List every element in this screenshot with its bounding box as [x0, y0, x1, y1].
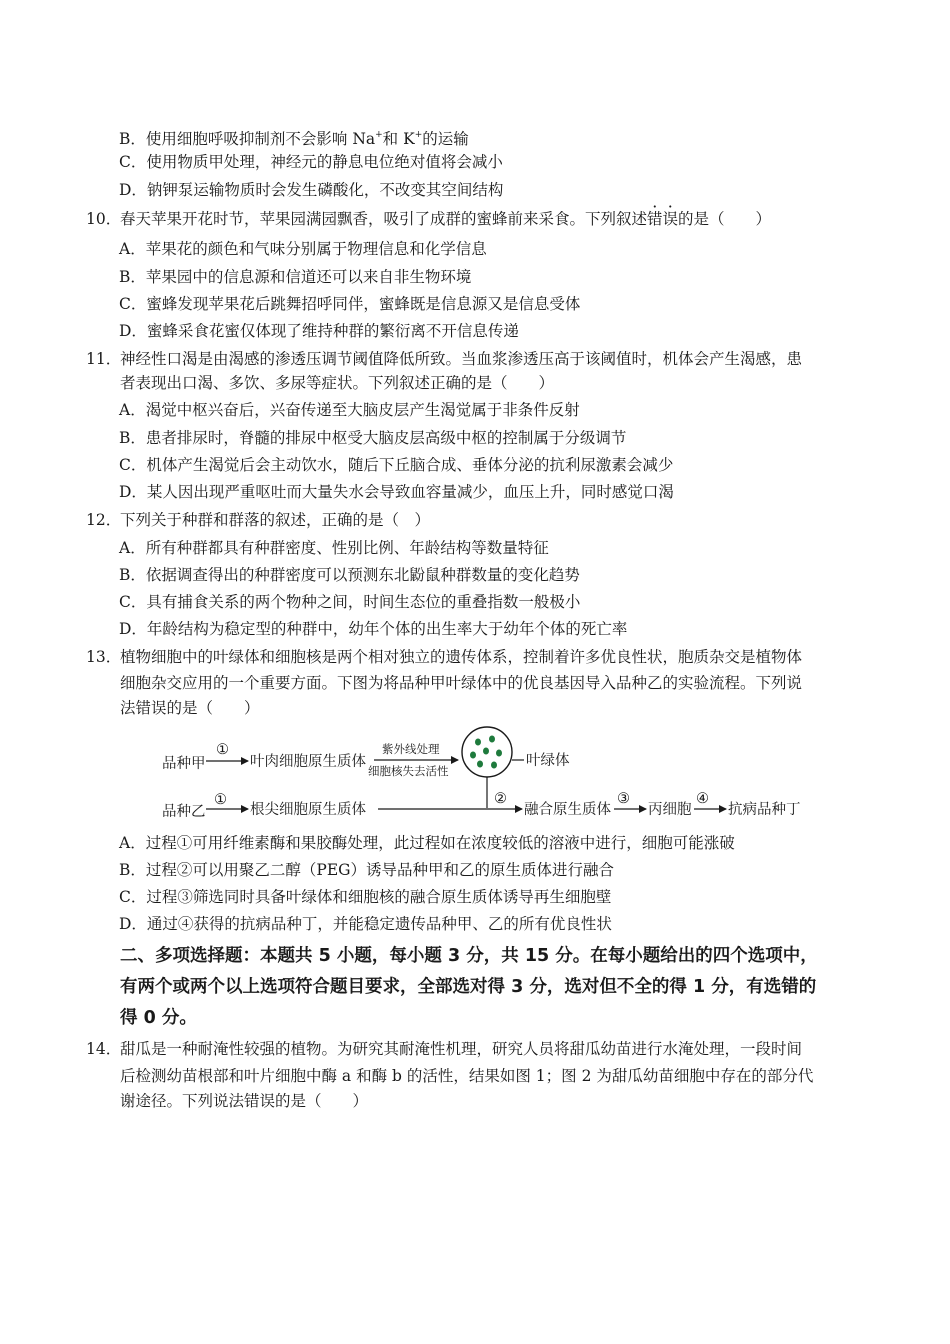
section2-heading-line3: 得 0 分。	[120, 1008, 197, 1028]
q11-stem-line2: 者表现出口渴、多饮、多尿等症状。下列叙述正确的是（ ）	[120, 374, 555, 392]
mesophyll-protoplast-label: 叶肉细胞原生质体	[250, 754, 366, 770]
variety-b-label: 品种乙	[162, 804, 206, 820]
q13-stem-line3: 法错误的是（ ）	[120, 699, 260, 717]
q9-option-b: B．使用细胞呼吸抑制剂不会影响 Na+和 K+的运输	[119, 130, 469, 148]
q13-option-c: C．过程③筛选同时具备叶绿体和细胞核的融合原生质体诱导再生细胞壁	[119, 888, 612, 906]
step2-label: ②	[494, 791, 507, 807]
q13-option-d: D．通过④获得的抗病品种丁，并能稳定遗传品种甲、乙的所有优良性状	[119, 915, 612, 933]
step1-top-label: ①	[216, 742, 229, 758]
q11-option-b: B．患者排尿时，脊髓的排尿中枢受大脑皮层高级中枢的控制属于分级调节	[119, 429, 627, 447]
q13-number: 13．	[86, 648, 122, 666]
q12-stem: 下列关于种群和群落的叙述，正确的是（ ）	[120, 511, 431, 529]
q10-option-d: D．蜜蜂采食花蜜仅体现了维持种群的繁衍离不开信息传递	[119, 322, 519, 340]
q12-number: 12．	[86, 511, 122, 529]
step1-bottom-label: ①	[214, 792, 227, 808]
q9-option-c: C．使用物质甲处理，神经元的静息电位绝对值将会减小	[119, 153, 503, 171]
q12-option-a: A．所有种群都具有种群密度、性别比例、年龄结构等数量特征	[119, 539, 549, 557]
q14-stem-line2: 后检测幼苗根部和叶片细胞中酶 a 和酶 b 的活性，结果如图 1；图 2 为甜瓜幼苗细胞中存在的部分代	[120, 1067, 814, 1085]
cell-c-label: 丙细胞	[648, 802, 692, 818]
variety-a-label: 品种甲	[162, 756, 206, 772]
resistant-variety-label: 抗病品种丁	[728, 802, 801, 818]
q10-number: 10．	[86, 210, 122, 228]
q12-option-d: D．年龄结构为稳定型的种群中，幼年个体的出生率大于幼年个体的死亡率	[119, 620, 628, 638]
q14-number: 14．	[86, 1040, 122, 1058]
q11-stem-line1: 神经性口渴是由渴感的渗透压调节阈值降低所致。当血浆渗透压高于该阈值时，机体会产生渴感，患	[120, 350, 803, 368]
chloroplast-dot	[483, 748, 489, 755]
q13-stem-line2: 细胞杂交应用的一个重要方面。下图为将品种甲叶绿体中的优良基因导入品种乙的实验流程。下列说	[120, 674, 803, 692]
q9-option-d: D．钠钾泵运输物质时会发生磷酸化，不改变其空间结构	[119, 181, 504, 199]
step3-label: ③	[617, 791, 630, 807]
protoplast-fusion-flowchart	[150, 722, 830, 828]
q10-option-a: A．苹果花的颜色和气味分别属于物理信息和化学信息	[119, 240, 487, 258]
q10-stem: 春天苹果开花时节，苹果园满园飘香，吸引了成群的蜜蜂前来采食。下列叙述错误的是（ ）	[120, 210, 772, 228]
chloroplast-dot	[491, 762, 497, 769]
q13-option-a: A．过程①可用纤维素酶和果胶酶处理，此过程如在浓度较低的溶液中进行，细胞可能涨破	[119, 834, 735, 852]
q14-stem-line3: 谢途径。下列说法错误的是（ ）	[120, 1092, 369, 1110]
q11-option-c: C．机体产生渴觉后会主动饮水，随后下丘脑合成、垂体分泌的抗利尿激素会减少	[119, 456, 674, 474]
q11-number: 11．	[86, 350, 122, 368]
section2-heading-line1: 二、多项选择题：本题共 5 小题，每小题 3 分，共 15 分。在每小题给出的四个选项中，	[120, 946, 818, 966]
q10-option-c: C．蜜蜂发现苹果花后跳舞招呼同伴，蜜蜂既是信息源又是信息受体	[119, 295, 581, 313]
chloroplast-dot	[496, 750, 502, 757]
chloroplast-dot	[470, 752, 476, 759]
nucleus-inactive-label: 细胞核失去活性	[368, 764, 449, 778]
q11-option-a: A．渴觉中枢兴奋后，兴奋传递至大脑皮层产生渴觉属于非条件反射	[119, 401, 580, 419]
q14-stem-line1: 甜瓜是一种耐淹性较强的植物。为研究其耐淹性机理，研究人员将甜瓜幼苗进行水淹处理，一段时间	[120, 1040, 803, 1058]
uv-treatment-label: 紫外线处理	[382, 742, 440, 756]
chloroplast-label: 叶绿体	[526, 753, 570, 769]
chloroplast-dot	[489, 736, 495, 743]
q12-option-c: C．具有捕食关系的两个物种之间，时间生态位的重叠指数一般极小	[119, 593, 581, 611]
q13-stem-line1: 植物细胞中的叶绿体和细胞核是两个相对独立的遗传体系，控制着许多优良性状，胞质杂交是植物体	[120, 648, 803, 666]
q13-option-b: B．过程②可以用聚乙二醇（PEG）诱导品种甲和乙的原生质体进行融合	[119, 861, 615, 879]
step4-label: ④	[696, 791, 709, 807]
chloroplast-dot	[475, 739, 481, 746]
q10-option-b: B．苹果园中的信息源和信道还可以来自非生物环境	[119, 268, 472, 286]
fused-protoplast-label: 融合原生质体	[524, 802, 611, 818]
section2-heading-line2: 有两个或两个以上选项符合题目要求，全部选对得 3 分，选对但不全的得 1 分，有选错的	[120, 977, 817, 997]
q12-option-b: B．依据调查得出的种群密度可以预测东北鼢鼠种群数量的变化趋势	[119, 566, 580, 584]
chloroplast-dot	[477, 761, 483, 768]
root-tip-protoplast-label: 根尖细胞原生质体	[250, 802, 366, 818]
q11-option-d: D．某人因出现严重呕吐而大量失水会导致血容量减少，血压上升，同时感觉口渴	[119, 483, 674, 501]
